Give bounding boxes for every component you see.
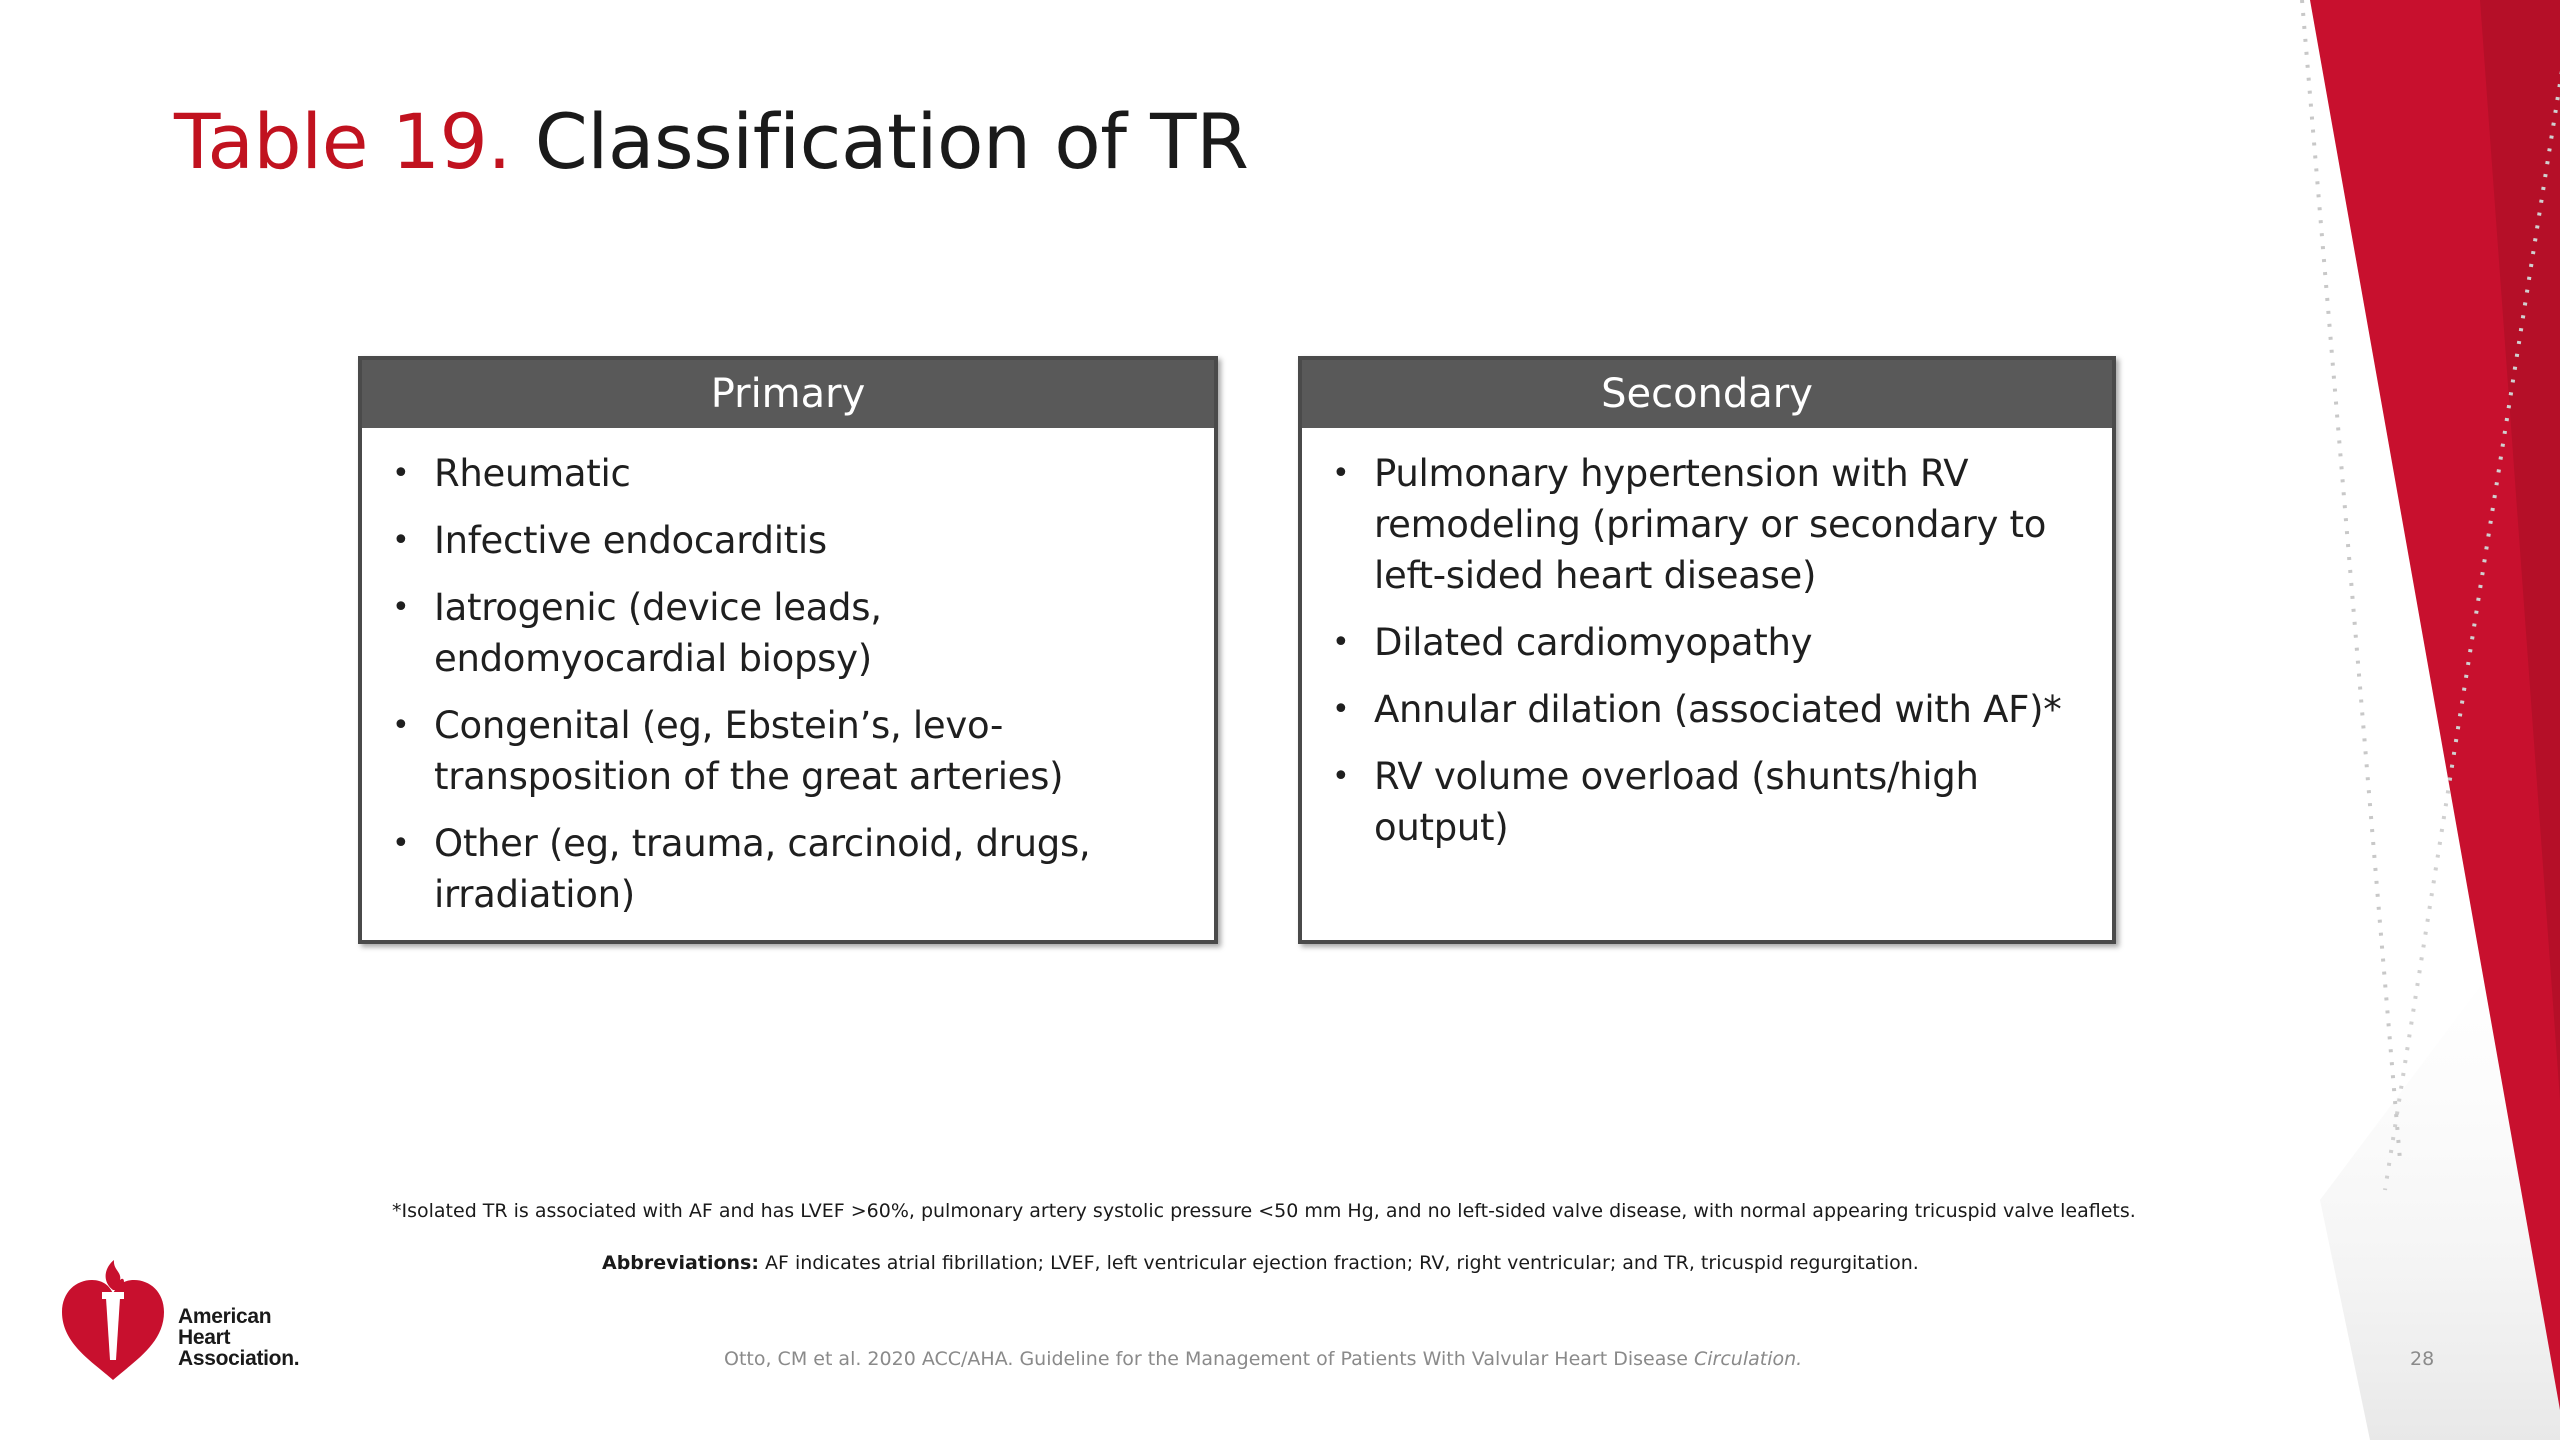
secondary-list <box>1302 428 2112 853</box>
list-item: • Pulmonary hypertension with RV remodeling (primary or secondary to left-sided heart disease) <box>1332 448 2084 601</box>
citation <box>724 1346 1802 1372</box>
primary-list <box>362 428 1214 920</box>
bullet-icon: • <box>392 456 410 491</box>
primary-box <box>358 356 1218 944</box>
abbreviations-text: AF indicates atrial fibrillation; LVEF, left ventricular ejection fraction; RV, right ventricular; and TR, tricuspid regurgitation. <box>758 1252 1919 1274</box>
page-number: 28 <box>2410 1348 2435 1370</box>
bullet-icon: • <box>392 826 410 861</box>
bullet-icon: • <box>1332 692 1350 727</box>
bullet-icon: • <box>1332 759 1350 794</box>
decorative-red-band <box>2250 0 2560 1440</box>
abbreviations <box>602 1250 1919 1276</box>
list-item: • Iatrogenic (device leads, endomyocardial biopsy) <box>392 582 1186 684</box>
bullet-icon: • <box>392 523 410 558</box>
abbreviations-label: Abbreviations: <box>602 1252 759 1274</box>
list-item: • Other (eg, trauma, carcinoid, drugs, irradiation) <box>392 818 1186 920</box>
table-number: Table 19. <box>174 97 512 186</box>
list-item: • Dilated cardiomyopathy <box>1332 617 2084 668</box>
bullet-icon: • <box>1332 456 1350 491</box>
citation-text: Otto, CM et al. 2020 ACC/AHA. Guideline for the Management of Patients With Valvular Heart Disease <box>724 1348 1694 1370</box>
bullet-icon: • <box>392 590 410 625</box>
list-item: • Congenital (eg, Ebstein’s, levo-transposition of the great arteries) <box>392 700 1186 802</box>
primary-header: Primary <box>362 360 1214 428</box>
bullet-icon: • <box>392 708 410 743</box>
citation-journal: Circulation. <box>1693 1348 1803 1370</box>
secondary-box <box>1298 356 2116 944</box>
bullet-icon: • <box>1332 625 1350 660</box>
footnote: *Isolated TR is associated with AF and has LVEF >60%, pulmonary artery systolic pressure <50 mm Hg, and no left-sided valve disease, with normal appearing tricuspid valve leaflets. <box>392 1200 2136 1222</box>
slide-title <box>174 92 1248 192</box>
list-item: • RV volume overload (shunts/high output) <box>1332 751 2084 853</box>
aha-logo-text: American Heart Association. <box>178 1305 300 1370</box>
list-item: • Rheumatic <box>392 448 1186 499</box>
secondary-header: Secondary <box>1302 360 2112 428</box>
list-item: • Infective endocarditis <box>392 515 1186 566</box>
list-item: • Annular dilation (associated with AF)* <box>1332 684 2084 735</box>
title-text: Classification of TR <box>534 97 1249 186</box>
